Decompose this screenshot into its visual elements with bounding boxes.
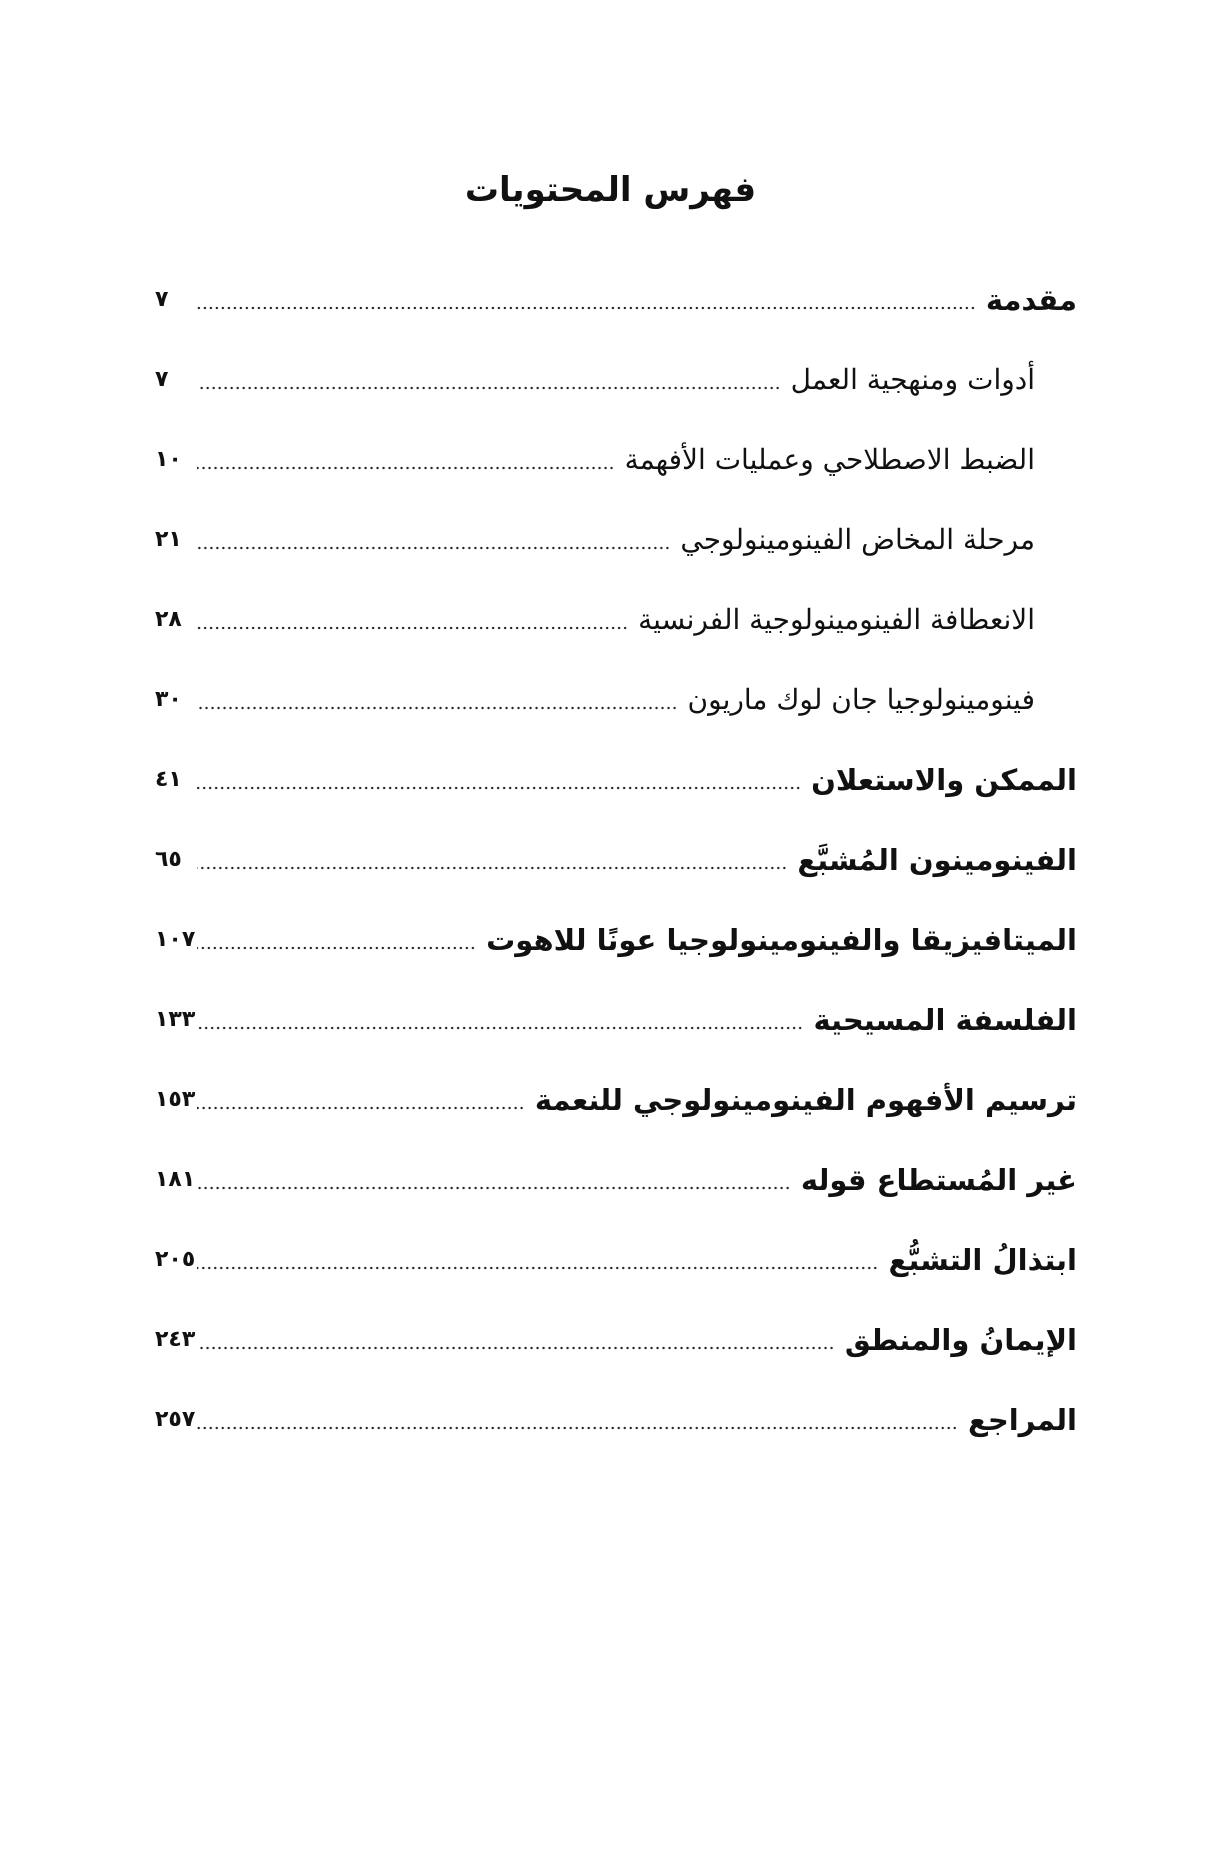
toc-entry-15[interactable] — [155, 1380, 1077, 1460]
toc-entry-page-number: ١٥٣ — [155, 1087, 196, 1112]
toc-entry-label: ابتذالُ التشبُّع — [888, 1243, 1077, 1277]
dot-leader — [197, 466, 615, 470]
toc-entry-label: المراجع — [968, 1403, 1077, 1437]
toc-entry-4[interactable] — [155, 500, 1077, 580]
dot-leader — [197, 626, 628, 630]
toc-entry-12[interactable] — [155, 1140, 1077, 1220]
toc-entry-page-number: ٣٠ — [155, 687, 182, 712]
toc-entry-page-number: ١٨١ — [155, 1167, 196, 1192]
toc-entry-page-number: ٧ — [155, 367, 169, 392]
toc-entry-page-number: ٢١ — [155, 527, 182, 552]
toc-entry-label: الفينومينون المُشبَّع — [797, 843, 1077, 877]
toc-entry-page-number: ١٠ — [155, 447, 182, 472]
toc-entry-label: فينومينولوجيا جان لوك ماريون — [687, 683, 1035, 716]
dot-leader — [197, 1026, 803, 1030]
dot-leader — [197, 1426, 958, 1430]
toc-entry-14[interactable] — [155, 1300, 1077, 1380]
toc-entry-page-number: ١٣٣ — [155, 1007, 196, 1032]
dot-leader — [197, 306, 976, 310]
toc-entry-9[interactable] — [155, 900, 1077, 980]
toc-entry-page-number: ٢٨ — [155, 607, 182, 632]
table-of-contents — [155, 260, 1077, 1460]
toc-entry-7[interactable] — [155, 740, 1077, 820]
toc-entry-page-number: ٢٤٣ — [155, 1327, 196, 1352]
toc-entry-8[interactable] — [155, 820, 1077, 900]
toc-entry-label: غير المُستطاع قوله — [800, 1163, 1077, 1197]
toc-entry-label: الضبط الاصطلاحي وعمليات الأفهمة — [624, 443, 1035, 476]
toc-entry-label: الميتافيزيقا والفينومينولوجيا عونًا للاهوت — [486, 923, 1077, 957]
dot-leader — [197, 706, 678, 710]
toc-entry-3[interactable] — [155, 420, 1077, 500]
toc-entry-label: الممكن والاستعلان — [811, 763, 1077, 797]
toc-entry-page-number: ٢٠٥ — [155, 1247, 196, 1272]
dot-leader — [197, 1106, 525, 1110]
page-title: فهرس المحتويات — [464, 170, 757, 210]
dot-leader — [197, 1186, 791, 1190]
toc-entry-2[interactable] — [155, 340, 1077, 420]
toc-entry-label: مرحلة المخاض الفينومينولوجي — [680, 523, 1035, 556]
toc-entry-6[interactable] — [155, 660, 1077, 740]
toc-entry-label: أدوات ومنهجية العمل — [790, 363, 1035, 396]
dot-leader — [197, 786, 801, 790]
toc-entry-label: الفلسفة المسيحية — [813, 1003, 1077, 1037]
toc-entry-page-number: ٢٥٧ — [155, 1407, 196, 1432]
toc-entry-page-number: ١٠٧ — [155, 927, 196, 952]
toc-entry-label: ترسيم الأفهوم الفينومينولوجي للنعمة — [534, 1083, 1077, 1117]
dot-leader — [197, 1346, 835, 1350]
dot-leader — [197, 946, 476, 950]
dot-leader — [197, 386, 781, 390]
toc-entry-5[interactable] — [155, 580, 1077, 660]
toc-entry-label: الانعطافة الفينومينولوجية الفرنسية — [638, 603, 1035, 636]
toc-entry-label: مقدمة — [985, 283, 1077, 317]
toc-entry-10[interactable] — [155, 980, 1077, 1060]
toc-entry-13[interactable] — [155, 1220, 1077, 1300]
toc-entry-page-number: ٧ — [155, 287, 169, 312]
dot-leader — [197, 546, 670, 550]
dot-leader — [197, 1266, 878, 1270]
toc-entry-page-number: ٦٥ — [155, 847, 182, 872]
toc-entry-11[interactable] — [155, 1060, 1077, 1140]
toc-entry-1[interactable] — [155, 260, 1077, 340]
dot-leader — [197, 866, 787, 870]
toc-entry-page-number: ٤١ — [155, 767, 182, 792]
toc-entry-label: الإيمانُ والمنطق — [844, 1323, 1077, 1357]
